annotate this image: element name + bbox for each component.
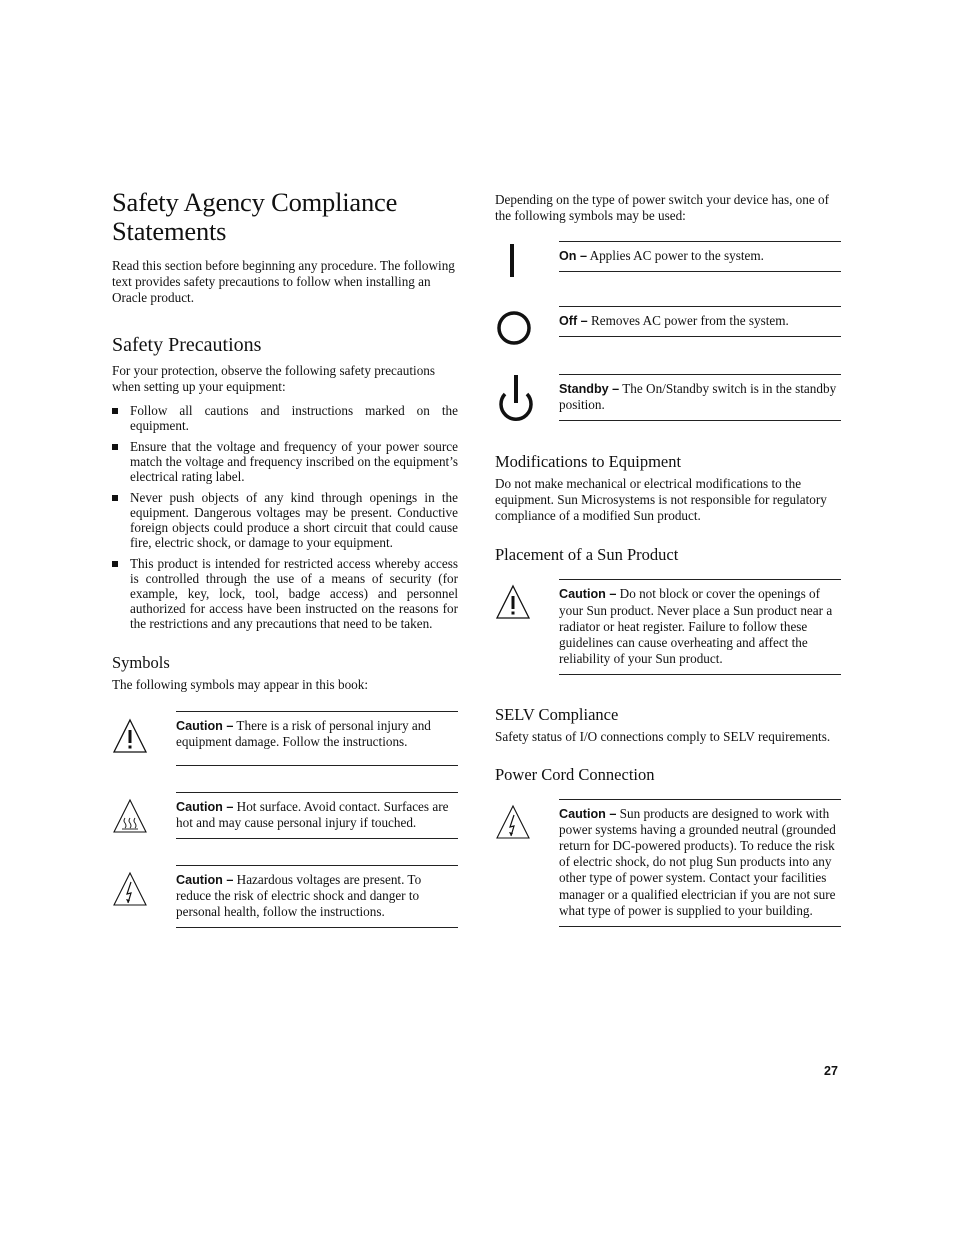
high-voltage-icon [112,865,176,911]
page-title: Safety Agency Compliance Statements [112,187,398,246]
power-off-icon [495,306,559,348]
safety-precautions-heading: Safety Precautions [112,334,262,357]
list-item: This product is intended for restricted access whereby access is controlled through the use of a means of security (for example, key, lock, tool, badge access) and personnel authorized for access have been instructed on the reasons for the restrictions and any precautions that need to be taken. [112,556,458,631]
warning-exclamation-icon [495,579,559,624]
selv-heading: SELV Compliance [495,704,619,724]
page-number: 27 [824,1064,838,1078]
caution-body: Caution – Hazardous voltages are present. To reduce the risk of electric shock and danger to personal health, follow the instructions. [176,865,458,928]
warning-exclamation-icon [112,711,176,758]
precautions-intro: For your protection, observe the following safety precautions when setting up your equipment: [112,363,436,395]
switch-intro: Depending on the type of power switch your device has, one of the following symbols may be used: [495,192,829,224]
caution-power-cord [495,799,841,927]
standby-icon [495,374,559,422]
symbols-heading: Symbols [112,653,170,673]
hot-surface-icon [112,792,176,838]
caution-body: Caution – Sun products are designed to work with power systems having a grounded neutral (grounded return for DC-powered products). To reduce the risk of electric shock, do not plug Sun products into any other type of power system. Contact your facilities manager or a qualified electrician if you are not sure what type of power is supplied to your building. [559,799,841,927]
symbol-body: On – Applies AC power to the system. [559,241,841,272]
caution-placement [495,579,841,674]
symbol-on [495,241,841,281]
bullet-icon [112,495,118,501]
list-item: Follow all cautions and instructions marked on the equipment. [112,403,458,433]
left-column [112,188,458,928]
modifications-text: Do not make mechanical or electrical modifications to the equipment. Sun Microsystems is not responsible for regulatory compliance of a modified Sun product. [495,476,827,524]
placement-heading: Placement of a Sun Product [495,545,679,565]
symbol-body: Standby – The On/Standby switch is in the standby position. [559,374,841,421]
symbol-body: Off – Removes AC power from the system. [559,306,841,337]
caution-body: Caution – There is a risk of personal injury and equipment damage. Follow the instructions. [176,711,458,766]
high-voltage-icon [495,799,559,844]
caution-hot-surface [112,792,458,839]
symbol-off [495,306,841,348]
caution-body: Caution – Hot surface. Avoid contact. Surfaces are hot and may cause personal injury if touched. [176,792,458,839]
power-cord-heading: Power Cord Connection [495,765,655,785]
list-item: Ensure that the voltage and frequency of your power source match the voltage and frequency inscribed on the equipment’s electrical rating label. [112,439,458,484]
bullet-icon [112,561,118,567]
power-on-icon [495,241,559,281]
bullet-icon [112,444,118,450]
selv-text: Safety status of I/O connections comply to SELV requirements. [495,728,831,744]
symbol-standby [495,374,841,422]
precautions-list [112,403,458,631]
bullet-icon [112,408,118,414]
right-column [495,192,841,927]
caution-general [112,711,458,766]
caution-high-voltage [112,865,458,928]
modifications-heading: Modifications to Equipment [495,452,682,472]
symbols-intro: The following symbols may appear in this book: [112,677,369,693]
list-item: Never push objects of any kind through openings in the equipment. Dangerous voltages may be present. Conductive foreign objects could produce a short circuit that could cause fire, electric shock, or damage to your equipment. [112,490,458,550]
caution-body: Caution – Do not block or cover the openings of your Sun product. Never place a Sun product near a radiator or heat register. Failure to follow these guidelines can cause overheating and affect the reliability of your Sun product. [559,579,841,674]
intro-paragraph: Read this section before beginning any procedure. The following text provides safety precautions to follow when installing an Oracle product. [112,258,455,306]
